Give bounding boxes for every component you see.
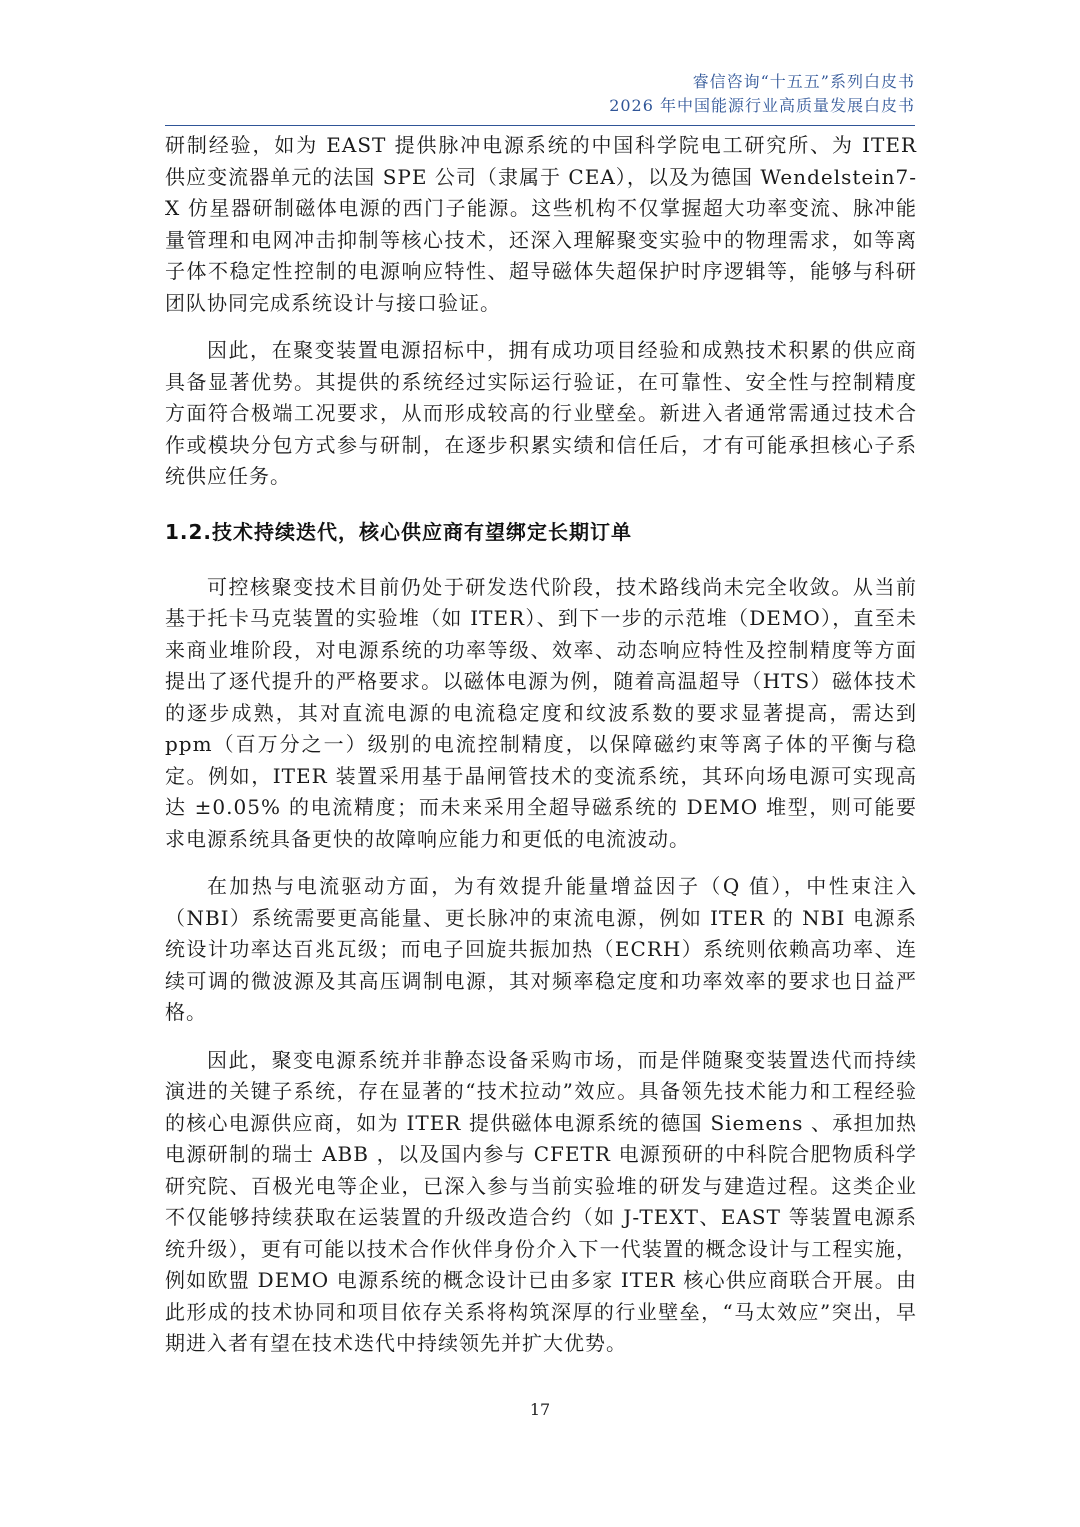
paragraph-gap bbox=[165, 1029, 917, 1045]
paragraph-gap bbox=[165, 855, 917, 871]
header-divider bbox=[165, 125, 915, 126]
paragraph-supplier-advantage: 因此，在聚变装置电源招标中，拥有成功项目经验和成熟技术积累的供应商具备显著优势。其提供的系统经过实际运行验证，在可靠性、安全性与控制精度方面符合极端工况要求，从而形成较高的行业壁垒。新进入者通常需通过技术合作或模块分包方式参与研制，在逐步积累实绩和信任后，才有可能承担核心子系统供应任务。 bbox=[165, 338, 917, 488]
paragraph-market-barriers: 因此，聚变电源系统并非静态设备采购市场，而是伴随聚变装置迭代而持续演进的关键子系统，存在显著的“技术拉动”效应。具备领先技术能力和工程经验的核心电源供应商，如为 ITER 提供磁体电源系统的德国 Siemens 、承担加热电源研制的瑞士 ABB ，以及国内参与 CFETR 电源预研的中科院合肥物质科学研究院、百极光电等企业，已深入参与当前实验堆的研发与建造过程。这类企业不仅能够持续获取在运装置的升级改造合约（如 J-TEXT、EAST 等装置电源系统升级），更有可能以技术合作伙伴身份介入下一代装置的概念设计与工程实施，例如欧盟 DEMO 电源系统的概念设计已由多家 ITER 核心供应商联合开展。由此形成的技术协同和项目依存关系将构筑深厚的行业壁垒，“马太效应”突出，早期进入者有望在技术迭代中持续领先并扩大优势。 bbox=[165, 1047, 917, 1355]
header-report-title: 2026 年中国能源行业高质量发展白皮书 bbox=[609, 96, 915, 115]
paragraph-continuation: 研制经验，如为 EAST 提供脉冲电源系统的中国科学院电工研究所、为 ITER 供应变流器单元的法国 SPE 公司（隶属于 CEA），以及为德国 Wendelstein7-X 仿星器研制磁体电源的西门子能源。这些机构不仅掌握超大功率变流、脉冲能量管理和电网冲击抑制等核心技术，还深入理解聚变实验中的物理需求，如等离子体不稳定性控制的电源响应特性、超导磁体失超保护时序逻辑等，能够与科研团队协同完成系统设计与接口验证。 bbox=[165, 133, 917, 315]
main-content bbox=[165, 130, 917, 1360]
paragraph-gap bbox=[165, 319, 917, 335]
section-heading: 1.2.技术持续迭代，核心供应商有望绑定长期订单 bbox=[165, 519, 633, 544]
paragraph-heating-current-drive: 在加热与电流驱动方面，为有效提升能量增益因子（Q 值），中性束注入（NBI）系统需要更高能量、更长脉冲的束流电源，例如 ITER 的 NBI 电源系统设计功率达百兆瓦级；而电子回旋共振加热（ECRH）系统则依赖高功率、连续可调的微波源及其高压调制电源，其对频率稳定度和功率效率的要求也日益严格。 bbox=[165, 874, 917, 1024]
header-series-title: 睿信咨询“十五五”系列白皮书 bbox=[692, 72, 915, 91]
page-number: 17 bbox=[529, 1400, 551, 1419]
page-header bbox=[609, 70, 915, 118]
paragraph-technology-iteration: 可控核聚变技术目前仍处于研发迭代阶段，技术路线尚未完全收敛。从当前基于托卡马克装置的实验堆（如 ITER）、到下一步的示范堆（DEMO），直至未来商业堆阶段，对电源系统的功率等级、效率、动态响应特性及控制精度等方面提出了逐代提升的严格要求。以磁体电源为例，随着高温超导（HTS）磁体技术的逐步成熟，其对直流电源的电流稳定度和纹波系数的要求显著提高，需达到 ppm（百万分之一）级别的电流控制精度，以保障磁约束等离子体的平衡与稳定。例如，ITER 装置采用基于晶闸管技术的变流系统，其环向场电源可实现高达 ±0.05% 的电流精度；而未来采用全超导磁系统的 DEMO 堆型，则可能要求电源系统具备更快的故障响应能力和更低的电流波动。 bbox=[165, 574, 917, 851]
